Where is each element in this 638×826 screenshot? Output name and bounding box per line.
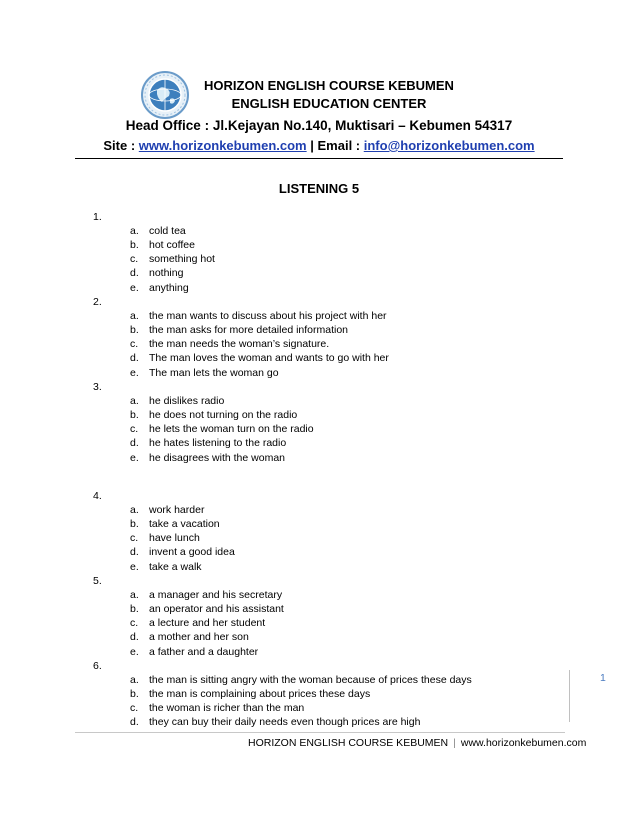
option-text: have lunch xyxy=(149,532,200,545)
option-letter: b. xyxy=(130,324,139,337)
footer-separator: | xyxy=(453,737,456,749)
option-text: he does not turning on the radio xyxy=(149,409,298,422)
option-text: The man lets the woman go xyxy=(149,366,279,379)
school-name: HORIZON ENGLISH COURSE KEBUMEN xyxy=(204,78,454,93)
question-number: 5. xyxy=(93,575,102,587)
option-text: a manager and his secretary xyxy=(149,589,283,602)
option-letter: d. xyxy=(130,631,139,644)
option-letter: a. xyxy=(130,310,139,323)
option-letter: c. xyxy=(130,532,139,545)
option-text: something hot xyxy=(149,253,215,266)
footer-site: www.horizonkebumen.com xyxy=(460,737,587,749)
option-text: take a walk xyxy=(149,560,202,573)
option-text: a mother and her son xyxy=(149,631,249,644)
option-letter: d. xyxy=(130,546,139,559)
option-text: he disagrees with the woman xyxy=(149,451,285,464)
option-letter: d. xyxy=(130,437,139,450)
option-text: The man loves the woman and wants to go with her xyxy=(149,352,389,365)
question-number: 6. xyxy=(93,660,102,672)
question-number: 1. xyxy=(93,211,102,223)
option-letter: a. xyxy=(130,589,139,602)
option-text: the man is complaining about prices these days xyxy=(149,688,371,701)
option-text: the woman is richer than the man xyxy=(149,702,305,715)
option-letter: a. xyxy=(130,395,139,408)
option-letter: c. xyxy=(130,617,139,630)
footer xyxy=(248,737,586,749)
email-link[interactable]: info@horizonkebumen.com xyxy=(363,138,535,153)
option-letter: a. xyxy=(130,504,139,517)
question-number: 3. xyxy=(93,381,102,393)
option-letter: a. xyxy=(130,674,139,687)
page-number: 1 xyxy=(600,672,606,684)
option-letter: e. xyxy=(130,366,139,379)
center-name: ENGLISH EDUCATION CENTER xyxy=(231,96,427,111)
option-text: he hates listening to the radio xyxy=(149,437,287,450)
option-letter: c. xyxy=(130,253,139,266)
option-text: nothing xyxy=(149,267,184,280)
option-letter: e. xyxy=(130,645,139,658)
site-link[interactable]: www.horizonkebumen.com xyxy=(138,138,307,153)
option-text: he dislikes radio xyxy=(149,395,225,408)
option-text: the man wants to discuss about his project with her xyxy=(149,310,387,323)
option-letter: e. xyxy=(130,451,139,464)
option-letter: d. xyxy=(130,716,139,729)
option-letter: b. xyxy=(130,409,139,422)
page-title: LISTENING 5 xyxy=(278,181,360,196)
option-text: work harder xyxy=(149,504,205,517)
header-divider xyxy=(75,158,563,159)
option-letter: b. xyxy=(130,688,139,701)
contact-line xyxy=(0,138,638,154)
option-text: they can buy their daily needs even though prices are high xyxy=(149,716,421,729)
option-text: invent a good idea xyxy=(149,546,235,559)
page-number-divider xyxy=(569,670,570,722)
option-letter: e. xyxy=(130,560,139,573)
option-text: hot coffee xyxy=(149,239,195,252)
option-letter: d. xyxy=(130,267,139,280)
option-letter: c. xyxy=(130,423,139,436)
option-letter: e. xyxy=(130,281,139,294)
site-label: Site : xyxy=(103,138,139,153)
question-number: 4. xyxy=(93,490,102,502)
option-text: the man is sitting angry with the woman because of prices these days xyxy=(149,674,472,687)
option-letter: b. xyxy=(130,239,139,252)
option-letter: c. xyxy=(130,702,139,715)
option-text: the man needs the woman’s signature. xyxy=(149,338,330,351)
option-text: take a vacation xyxy=(149,518,220,531)
footer-divider xyxy=(75,732,565,733)
option-text: the man asks for more detailed information xyxy=(149,324,349,337)
footer-school: HORIZON ENGLISH COURSE KEBUMEN xyxy=(248,737,449,749)
option-text: he lets the woman turn on the radio xyxy=(149,423,314,436)
option-text: a father and a daughter xyxy=(149,645,259,658)
option-letter: c. xyxy=(130,338,139,351)
option-letter: b. xyxy=(130,518,139,531)
option-text: an operator and his assistant xyxy=(149,603,284,616)
option-letter: b. xyxy=(130,603,139,616)
head-office-address: Head Office : Jl.Kejayan No.140, Muktisari – Kebumen 54317 xyxy=(125,118,513,133)
option-letter: a. xyxy=(130,225,139,238)
option-text: a lecture and her student xyxy=(149,617,266,630)
email-label: Email : xyxy=(317,138,364,153)
option-text: cold tea xyxy=(149,225,186,238)
question-number: 2. xyxy=(93,296,102,308)
option-text: anything xyxy=(149,281,189,294)
option-letter: d. xyxy=(130,352,139,365)
contact-divider: | xyxy=(306,138,318,153)
